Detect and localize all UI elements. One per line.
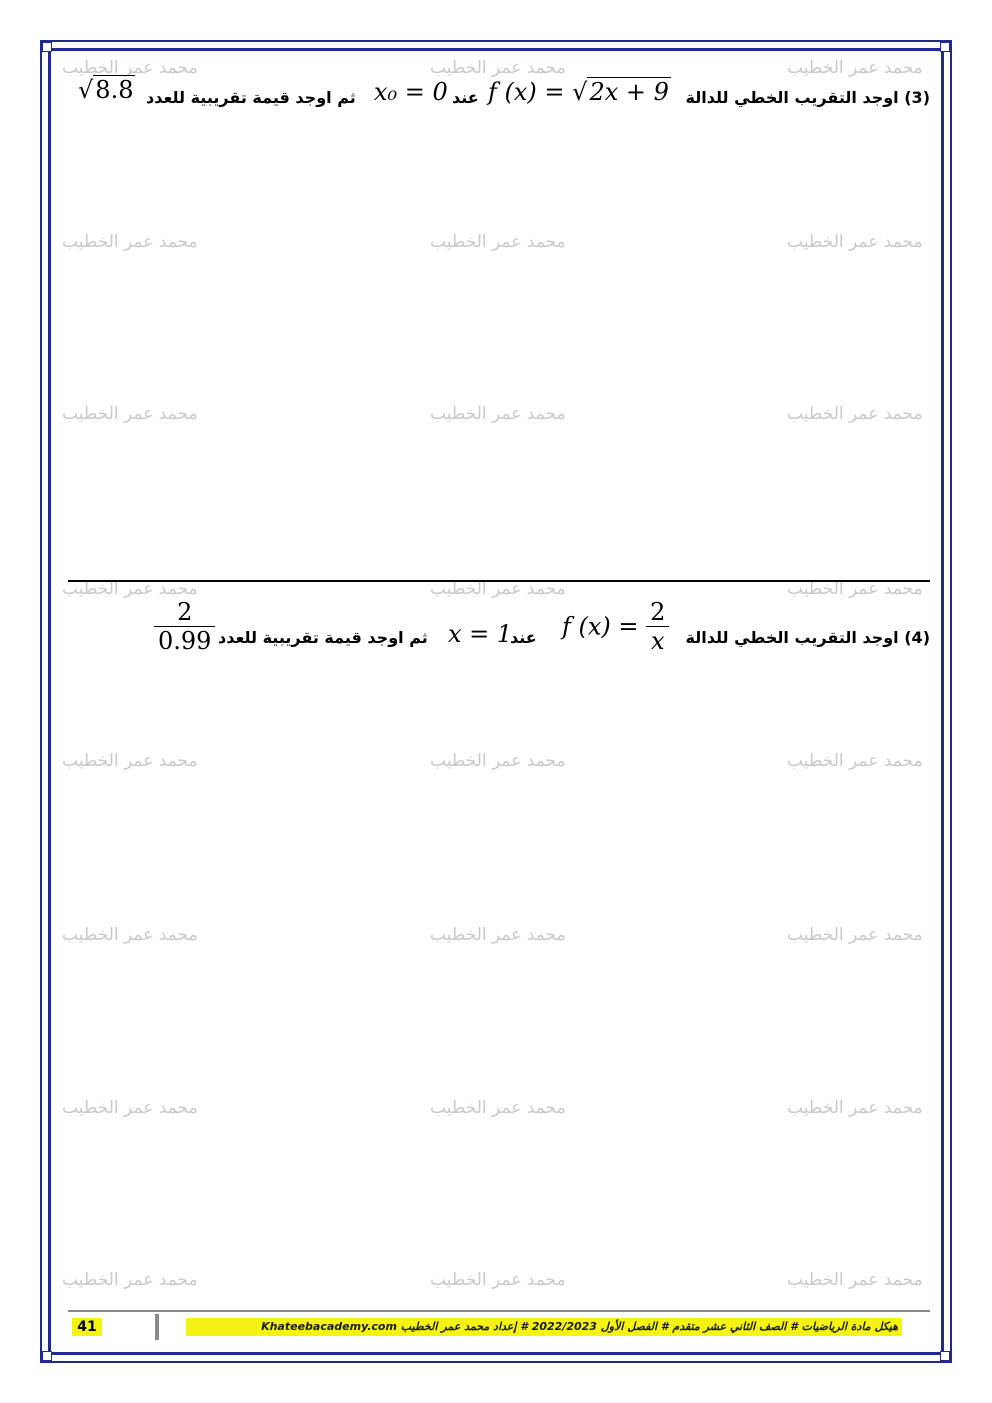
q4-text-a: (4) اوجد التقريب الخطي للدالة [685, 628, 930, 647]
watermark: محمد عمر الخطيب [787, 1098, 923, 1118]
watermark: محمد عمر الخطيب [787, 232, 923, 252]
watermark: محمد عمر الخطيب [62, 579, 198, 599]
q4-point: x = 1 [448, 620, 513, 648]
watermark: محمد عمر الخطيب [787, 58, 923, 78]
footer-text: هيكل مادة الرياضيات # الصف الثاني عشر متقدم # الفصل الأول 2022/2023 # إعداد محمد عمر الخطيب Khateebacademy.com [186, 1318, 902, 1336]
watermark: محمد عمر الخطيب [787, 579, 923, 599]
q4-number [154, 598, 215, 655]
watermark: محمد عمر الخطيب [430, 232, 566, 252]
q3-function-lhs: f (x) = [488, 78, 573, 106]
frame-corner-bottom-right [940, 1351, 950, 1361]
watermark: محمد عمر الخطيب [787, 404, 923, 424]
q4-text-b: عند [510, 628, 537, 647]
watermark: محمد عمر الخطيب [430, 579, 566, 599]
q3-sqrt: √2x + 9 [572, 78, 669, 106]
q3-number-sqrt: √8.8 [78, 76, 134, 104]
watermark: محمد عمر الخطيب [62, 925, 198, 945]
frame-corner-top-left [42, 42, 52, 52]
q3-number-radicand: 8.8 [95, 76, 134, 104]
watermark: محمد عمر الخطيب [62, 1098, 198, 1118]
watermark: محمد عمر الخطيب [430, 1270, 566, 1290]
q4-function-numerator: 2 [646, 598, 669, 627]
q4-text-c: ثم اوجد قيمة تقريبية للعدد [218, 628, 428, 647]
q4-number-fraction [154, 598, 215, 655]
q4-function-lhs: f (x) = [562, 612, 647, 641]
q3-text-b: عند [452, 88, 479, 107]
q3-radicand: 2x + 9 [589, 78, 669, 106]
watermark: محمد عمر الخطيب [62, 751, 198, 771]
q4-number-denominator: 0.99 [158, 627, 212, 655]
watermark: محمد عمر الخطيب [62, 58, 198, 78]
q3-function [488, 78, 671, 106]
watermark: محمد عمر الخطيب [430, 404, 566, 424]
watermark: محمد عمر الخطيب [430, 58, 566, 78]
frame-corner-bottom-left [42, 1351, 52, 1361]
watermark: محمد عمر الخطيب [787, 925, 923, 945]
watermark: محمد عمر الخطيب [787, 1270, 923, 1290]
section-divider [68, 580, 930, 582]
watermark: محمد عمر الخطيب [430, 925, 566, 945]
q4-number-numerator: 2 [154, 598, 215, 627]
q3-point: x₀ = 0 [374, 78, 448, 106]
q3-number [78, 76, 135, 104]
footer-rule [68, 1310, 930, 1312]
watermark: محمد عمر الخطيب [62, 404, 198, 424]
q4-function-denominator: x [651, 627, 665, 655]
q4-function-fraction [646, 598, 669, 655]
q3-text-a: (3) اوجد التقريب الخطي للدالة [685, 88, 930, 107]
watermark: محمد عمر الخطيب [430, 1098, 566, 1118]
q4-function [562, 598, 669, 655]
q3-text-c: ثم اوجد قيمة تقريبية للعدد [146, 88, 356, 107]
watermark: محمد عمر الخطيب [430, 751, 566, 771]
watermark: محمد عمر الخطيب [787, 751, 923, 771]
footer-separator [155, 1314, 159, 1340]
watermark: محمد عمر الخطيب [62, 232, 198, 252]
page-number: 41 [72, 1318, 102, 1336]
frame-corner-top-right [940, 42, 950, 52]
watermark: محمد عمر الخطيب [62, 1270, 198, 1290]
